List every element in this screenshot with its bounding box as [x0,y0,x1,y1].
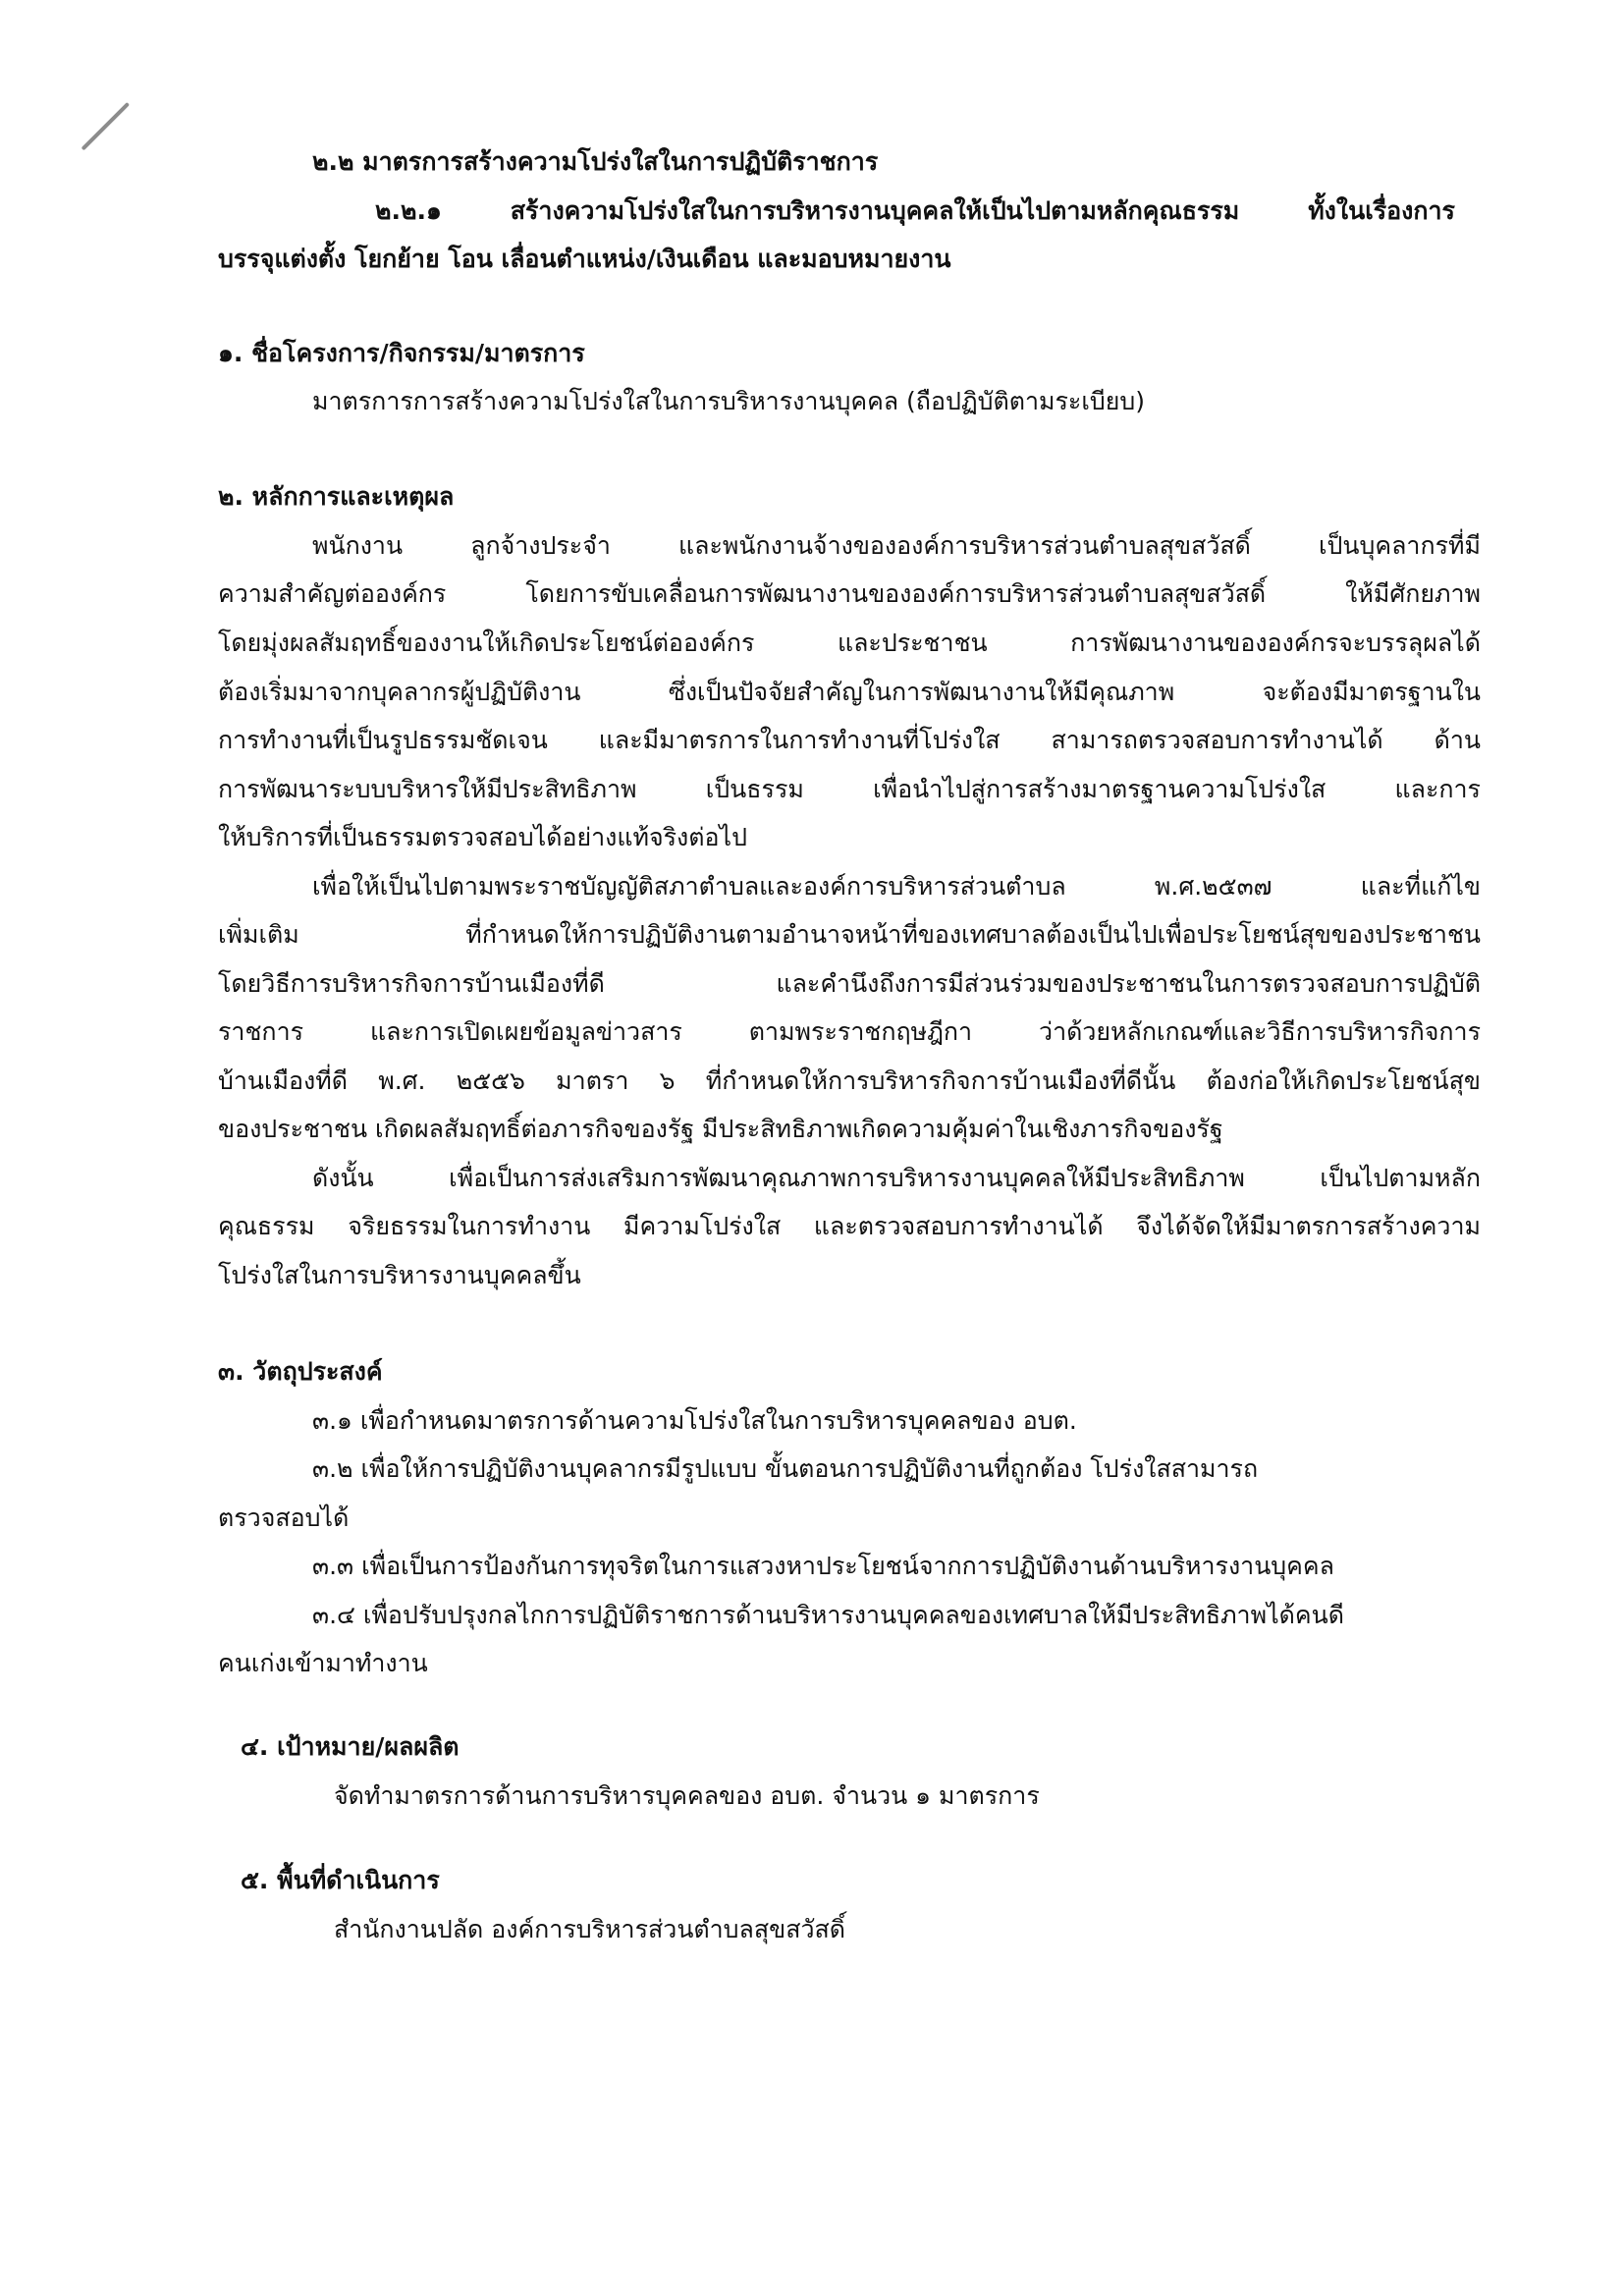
section-1-text: มาตรการการสร้างความโปร่งใสในการบริหารงานบุคคล (ถือปฏิบัติตามระเบียบ) [312,387,1146,415]
section-2-line: การพัฒนาระบบบริหารให้มีประสิทธิภาพ เป็นธรรม เพื่อนำไปสู่การสร้างมาตรฐานความโปร่งใส และการ [218,775,1481,803]
section-5-text: สำนักงานปลัด องค์การบริหารส่วนตำบลสุขสวัสดิ์ [334,1915,846,1943]
section-2-line: ของประชาชน เกิดผลสัมฤทธิ์ต่อภารกิจของรัฐ มีประสิทธิภาพเกิดความคุ้มค่าในเชิงภารกิจของรัฐ [218,1115,1223,1143]
section-2-line: ต้องเริ่มมาจากบุคลากรผู้ปฏิบัติงาน ซึ่งเป็นปัจจัยสำคัญในการพัฒนางานให้มีคุณภาพ จะต้องมีมาตรฐานใน [218,678,1481,706]
section-2-line: ให้บริการที่เป็นธรรมตรวจสอบได้อย่างแท้จริงต่อไป [218,823,747,851]
objective-item: ๓.๒ เพื่อให้การปฏิบัติงานบุคลากรมีรูปแบบ ขั้นตอนการปฏิบัติงานที่ถูกต้อง โปร่งใสสามารถ [312,1454,1259,1483]
objective-item: ๓.๓ เพื่อเป็นการป้องกันการทุจริตในการแสวงหาประโยชน์จากการปฏิบัติงานด้านบริหารงานบุคคล [312,1552,1334,1580]
section-3-heading: ๓. วัตถุประสงค์ [218,1357,383,1386]
section-2-heading: ๒. หลักการและเหตุผล [218,482,455,511]
section-2-line: โปร่งใสในการบริหารงานบุคคลขึ้น [218,1261,581,1289]
objective-item: ๓.๔ เพื่อปรับปรุงกลไกการปฏิบัติราชการด้านบริหารงานบุคคลของเทศบาลให้มีประสิทธิภาพได้คนดี [312,1601,1344,1629]
objective-item-continuation: คนเก่งเข้ามาทำงาน [218,1649,428,1677]
section-2-line: ความสำคัญต่อองค์กร โดยการขับเคลื่อนการพัฒนางานขององค์การบริหารส่วนตำบลสุขสวัสดิ์ ให้มีศักยภาพ [218,579,1481,608]
pencil-mark [81,102,130,150]
section-4-text: จัดทำมาตรการด้านการบริหารบุคคลของ อบต. จำนวน ๑ มาตรการ [334,1781,1040,1810]
section-2-line: บ้านเมืองที่ดี พ.ศ. ๒๕๕๖ มาตรา ๖ ที่กำหนดให้การบริหารกิจการบ้านเมืองที่ดีนั้น ต้องก่อให้เกิดประโยชน์สุข [218,1066,1481,1095]
document-title: ๒.๒ มาตรการสร้างความโปร่งใสในการปฏิบัติราชการ [312,147,879,176]
section-2-line: เพิ่มเติม ที่กำหนดให้การปฏิบัติงานตามอำนาจหน้าที่ของเทศบาลต้องเป็นไปเพื่อประโยชน์สุขของประชาชน [218,920,1481,949]
objective-item-continuation: ตรวจสอบได้ [218,1503,350,1532]
section-2-line: ราชการ และการเปิดเผยข้อมูลข่าวสาร ตามพระราชกฤษฎีกา ว่าด้วยหลักเกณฑ์และวิธีการบริหารกิจการ [218,1017,1481,1046]
section-2-line: โดยมุ่งผลสัมฤทธิ์ของงานให้เกิดประโยชน์ต่อองค์กร และประชาชน การพัฒนางานขององค์กรจะบรรลุผลได้ [218,629,1481,657]
section-1-heading: ๑. ชื่อโครงการ/กิจกรรม/มาตรการ [218,339,585,367]
section-2-line: การทำงานที่เป็นรูปธรรมชัดเจน และมีมาตรการในการทำงานที่โปร่งใส สามารถตรวจสอบการทำงานได้ ด้าน [218,726,1481,754]
objective-item: ๓.๑ เพื่อกำหนดมาตรการด้านความโปร่งใสในการบริหารบุคคลของ อบต. [312,1406,1077,1435]
document-subtitle-line-2: บรรจุแต่งตั้ง โยกย้าย โอน เลื่อนตำแหน่ง/เงินเดือน และมอบหมายงาน [218,245,951,273]
section-5-heading: ๕. พื้นที่ดำเนินการ [241,1866,440,1894]
section-2-line: พนักงาน ลูกจ้างประจำ และพนักงานจ้างขององค์การบริหารส่วนตำบลสุขสวัสดิ์ เป็นบุคลากรที่มี [312,531,1481,560]
document-subtitle-line-1: ๒.๒.๑ สร้างความโปร่งใสในการบริหารงานบุคคลให้เป็นไปตามหลักคุณธรรม ทั้งในเรื่องการ [375,196,1455,225]
section-4-heading: ๔. เป้าหมาย/ผลผลิต [241,1732,460,1761]
section-2-line: คุณธรรม จริยธรรมในการทำงาน มีความโปร่งใส และตรวจสอบการทำงานได้ จึงได้จัดให้มีมาตรการสร้างความ [218,1212,1481,1240]
section-2-line: โดยวิธีการบริหารกิจการบ้านเมืองที่ดี และคำนึงถึงการมีส่วนร่วมของประชาชนในการตรวจสอบการปฏิบัติ [218,969,1481,998]
section-2-line: เพื่อให้เป็นไปตามพระราชบัญญัติสภาตำบลและองค์การบริหารส่วนตำบล พ.ศ.๒๕๓๗ และที่แก้ไข [312,872,1481,901]
section-2-line: ดังนั้น เพื่อเป็นการส่งเสริมการพัฒนาคุณภาพการบริหารงานบุคคลให้มีประสิทธิภาพ เป็นไปตามหลัก [312,1164,1481,1192]
